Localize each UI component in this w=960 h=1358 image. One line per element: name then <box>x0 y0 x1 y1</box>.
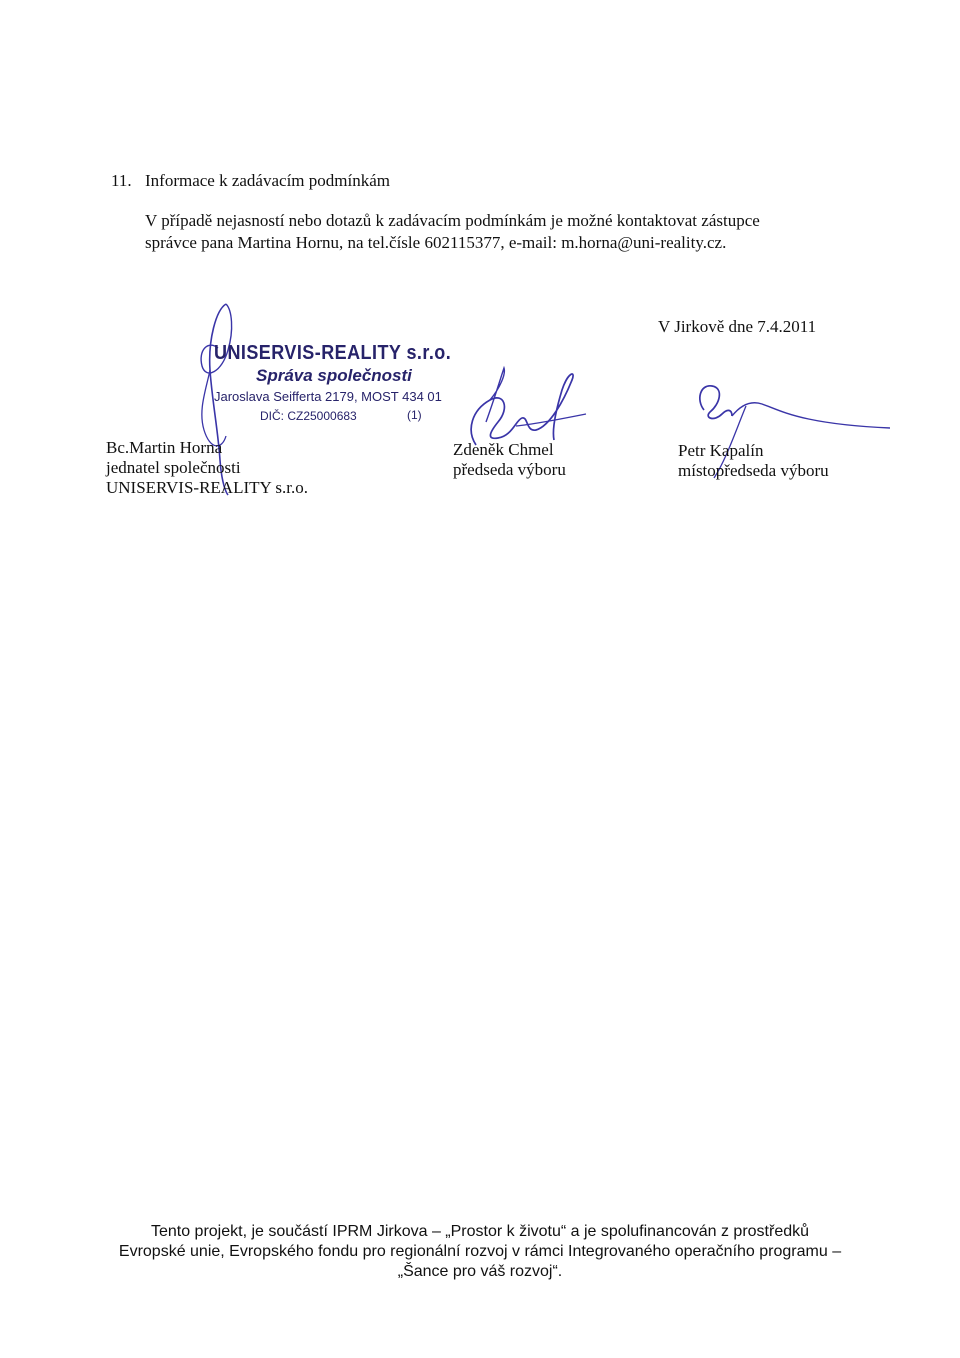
signatory-name: Zdeněk Chmel <box>453 440 554 459</box>
section-number: 11. <box>111 171 132 190</box>
stamp-number: (1) <box>407 408 422 422</box>
place-date: V Jirkově dne 7.4.2011 <box>658 317 817 336</box>
stamp-company: UNISERVIS-REALITY s.r.o. <box>214 342 452 364</box>
signatory-kapalin <box>678 441 829 481</box>
signatory-chmel <box>453 440 566 480</box>
signatory-horna <box>106 438 308 498</box>
signatory-role: místopředseda výboru <box>678 461 829 480</box>
signatory-organization: UNISERVIS-REALITY s.r.o. <box>106 478 308 497</box>
signatory-name: Petr Kapalín <box>678 441 764 460</box>
footer-note <box>80 1222 880 1282</box>
footer-line: Tento projekt, je součástí IPRM Jirkova – „Prostor k životu“ a je spolufinancován z prostředků <box>150 1223 810 1240</box>
signatory-role: předseda výboru <box>453 460 566 479</box>
signatory-role: jednatel společnosti <box>106 458 241 477</box>
body-line: V případě nejasností nebo dotazů k zadávacím podmínkám je možné kontaktovat zástupce <box>145 211 760 230</box>
stamp-department: Správa společnosti <box>256 366 412 385</box>
signatory-name: Bc.Martin Horna <box>106 438 223 457</box>
section-heading <box>111 170 390 192</box>
footer-line: Evropské unie, Evropského fondu pro regionální rozvoj v rámci Integrovaného operačního programu – <box>118 1243 842 1260</box>
stamp-address: Jaroslava Seifferta 2179, MOST 434 01 <box>214 389 442 404</box>
section-body <box>145 210 865 254</box>
footer-line: „Šance pro váš rozvoj“. <box>397 1263 563 1280</box>
stamp-dic: DIČ: CZ25000683 <box>260 409 357 423</box>
section-title: Informace k zadávacím podmínkám <box>145 171 390 190</box>
body-line: správce pana Martina Hornu, na tel.čísle 602115377, e-mail: m.horna@uni-reality.cz. <box>145 233 727 252</box>
